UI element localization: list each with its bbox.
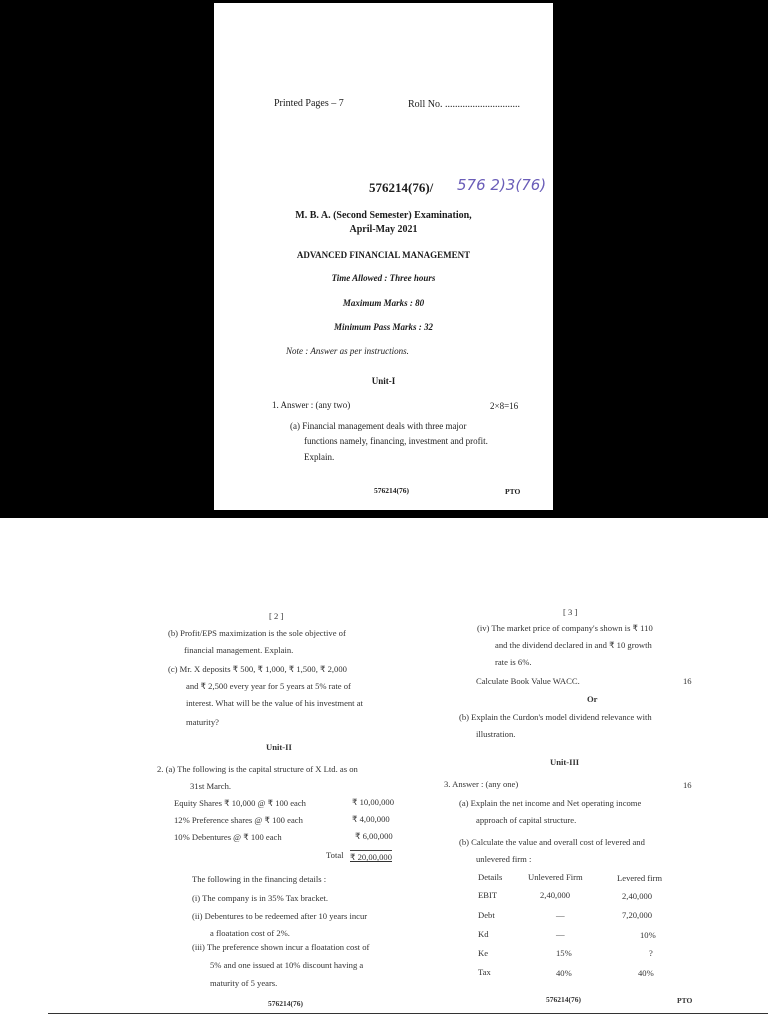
table-cell: 40% bbox=[638, 968, 654, 978]
table-cell: — bbox=[556, 929, 565, 939]
footer-code: 576214(76) bbox=[374, 486, 409, 495]
financing-detail: a floatation cost of 2%. bbox=[210, 928, 290, 938]
q1a-line: functions namely, financing, investment and profit. bbox=[304, 436, 488, 446]
total-value: ₹ 20,00,000 bbox=[350, 852, 392, 862]
table-cell: Ke bbox=[478, 948, 489, 958]
financing-detail: maturity of 5 years. bbox=[210, 978, 278, 988]
footer-pto: PTO bbox=[677, 996, 693, 1005]
q2a-line: 2. (a) The following is the capital structure of X Ltd. as on bbox=[157, 764, 358, 774]
capital-row-value: ₹ 10,00,000 bbox=[352, 797, 394, 807]
or-separator: Or bbox=[587, 694, 598, 704]
q1c-line: (c) Mr. X deposits ₹ 500, ₹ 1,000, ₹ 1,500, ₹ 2,000 bbox=[168, 664, 347, 674]
question-3: 3. Answer : (any one) bbox=[444, 779, 519, 789]
table-cell: 10% bbox=[640, 930, 656, 940]
q2-iv-line: and the dividend declared in and ₹ 10 growth bbox=[495, 640, 652, 650]
q3a-line: (a) Explain the net income and Net operating income bbox=[459, 798, 642, 808]
subject: ADVANCED FINANCIAL MANAGEMENT bbox=[296, 250, 471, 260]
q2-iv-line: (iv) The market price of company's shown is ₹ 110 bbox=[477, 623, 653, 633]
unit-heading: Unit-II bbox=[266, 742, 292, 752]
page-number: [ 2 ] bbox=[269, 611, 284, 621]
unit-heading: Unit-I bbox=[371, 376, 396, 386]
table-header: Unlevered Firm bbox=[528, 872, 583, 882]
page-edge bbox=[48, 1013, 768, 1014]
financing-detail: 5% and one issued at 10% discount having a bbox=[210, 960, 364, 970]
q2b-line: (b) Explain the Curdon's model dividend relevance with bbox=[459, 712, 652, 722]
q1c-line: maturity? bbox=[186, 717, 219, 727]
q2-iv-line: rate is 6%. bbox=[495, 657, 532, 667]
table-cell: 7,20,000 bbox=[622, 910, 653, 920]
calculate-wacc: Calculate Book Value WACC. bbox=[476, 676, 580, 686]
exam-title: M. B. A. (Second Semester) Examination, bbox=[295, 210, 472, 221]
financing-intro: The following in the financing details : bbox=[192, 874, 327, 884]
paper-code: 576214(76)/ bbox=[369, 180, 434, 195]
roll-no: Roll No. .............................. bbox=[408, 99, 520, 110]
q1b-line: (b) Profit/EPS maximization is the sole objective of bbox=[168, 628, 346, 638]
time-allowed: Time Allowed : Three hours bbox=[331, 273, 436, 283]
question-1-marks: 2×8=16 bbox=[490, 401, 519, 411]
exam-session: April-May 2021 bbox=[349, 224, 418, 235]
table-cell: EBIT bbox=[478, 890, 498, 900]
table-cell: ? bbox=[649, 948, 653, 958]
table-cell: 2,40,000 bbox=[540, 890, 571, 900]
table-cell: 2,40,000 bbox=[622, 891, 653, 901]
max-marks: Maximum Marks : 80 bbox=[342, 298, 425, 308]
table-cell: 15% bbox=[556, 948, 572, 958]
capital-row-value: ₹ 4,00,000 bbox=[352, 814, 390, 824]
financing-detail: (iii) The preference shown incur a floatation cost of bbox=[192, 942, 370, 952]
q2b-line: illustration. bbox=[476, 729, 516, 739]
table-header: Levered firm bbox=[617, 873, 663, 883]
capital-row-label: 10% Debentures @ ₹ 100 each bbox=[174, 832, 282, 842]
q1b-line: financial management. Explain. bbox=[184, 645, 294, 655]
page-1 bbox=[214, 3, 553, 510]
table-cell: — bbox=[556, 910, 565, 920]
printed-pages: Printed Pages – 7 bbox=[274, 98, 344, 109]
table-cell: Debt bbox=[478, 910, 495, 920]
capital-row-value: ₹ 6,00,000 bbox=[355, 831, 393, 841]
handwritten-code: 576 2)3(76) bbox=[457, 176, 547, 194]
footer-code: 576214(76) bbox=[546, 995, 581, 1004]
q3b-line: (b) Calculate the value and overall cost of levered and bbox=[459, 837, 645, 847]
financing-detail: (i) The company is in 35% Tax bracket. bbox=[192, 893, 329, 903]
page-number: [ 3 ] bbox=[563, 607, 578, 617]
total-label: Total bbox=[326, 850, 344, 860]
unit-heading: Unit-III bbox=[550, 757, 580, 767]
q2a-line: 31st March. bbox=[190, 781, 232, 791]
table-cell: Tax bbox=[478, 967, 491, 977]
min-marks: Minimum Pass Marks : 32 bbox=[333, 322, 434, 332]
q3a-line: approach of capital structure. bbox=[476, 815, 577, 825]
table-cell: Kd bbox=[478, 929, 489, 939]
table-cell: 40% bbox=[556, 968, 572, 978]
capital-row-label: 12% Preference shares @ ₹ 100 each bbox=[174, 815, 303, 825]
capital-row-label: Equity Shares ₹ 10,000 @ ₹ 100 each bbox=[174, 798, 306, 808]
q1a-line: (a) Financial management deals with three major bbox=[290, 421, 467, 431]
q3b-line: unlevered firm : bbox=[476, 854, 532, 864]
footer-code: 576214(76) bbox=[268, 999, 303, 1008]
marks: 16 bbox=[683, 780, 692, 790]
q1c-line: interest. What will be the value of his investment at bbox=[186, 698, 363, 708]
question-1: 1. Answer : (any two) bbox=[272, 400, 351, 410]
financing-detail: (ii) Debentures to be redeemed after 10 years incur bbox=[192, 911, 368, 921]
q1c-line: and ₹ 2,500 every year for 5 years at 5% rate of bbox=[186, 681, 351, 691]
table-header: Details bbox=[478, 872, 503, 882]
note: Note : Answer as per instructions. bbox=[286, 346, 409, 356]
marks: 16 bbox=[683, 676, 692, 686]
q1a-line: Explain. bbox=[304, 452, 335, 462]
footer-pto: PTO bbox=[505, 487, 521, 496]
